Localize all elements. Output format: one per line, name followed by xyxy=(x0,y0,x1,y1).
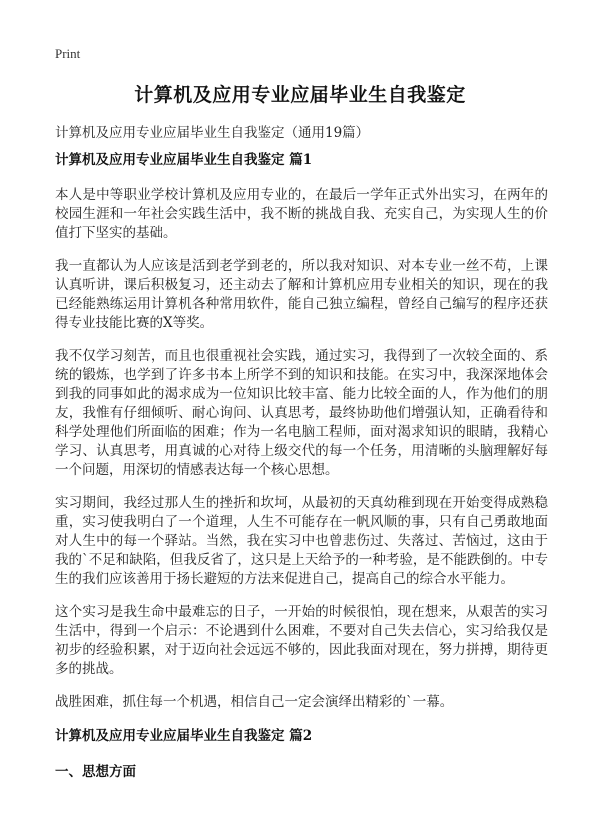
document-subtitle: 计算机及应用专业应届毕业生自我鉴定（通用19篇） xyxy=(55,125,370,141)
document-body xyxy=(55,150,548,782)
page-title: 计算机及应用专业应届毕业生自我鉴定 xyxy=(134,84,466,106)
section-heading-2: 计算机及应用专业应届毕业生自我鉴定 篇2 xyxy=(55,728,313,744)
paragraph: 我不仅学习刻苦，而且也很重视社会实践，通过实习，我得到了一次较全面的、系统的锻炼，也学到了许多书本上所学不到的知识和技能。在实习中，我深深地体会到我的同事如此的渴求成为一位知识比较丰富、能力比较全面的人，作为他们的朋友，我惟有仔细倾听、耐心询问、认真思考，最终协助他们增强认知，正确看待和科学处理他们所面临的困难；作为一名电脑工程师，面对渴求知识的眼睛，我精心学习、认真思考，用真诚的心对待上级交代的每一个任务，用清晰的头脑理解好每一个问题，用深切的情感表达每一个核心思想。 xyxy=(55,348,548,478)
paragraph: 战胜困难，抓住每一个机遇，相信自己一定会演绎出精彩的`一幕。 xyxy=(55,694,454,710)
section-heading-1: 计算机及应用专业应届毕业生自我鉴定 篇1 xyxy=(55,152,313,168)
paragraph: 实习期间，我经过那人生的挫折和坎坷，从最初的天真幼稚到现在开始变得成熟稳重，实习使我明白了一个道理，人生不可能存在一帆风顺的事，只有自己勇敢地面对人生中的每一个驿站。当然，我在实习中也曾悲伤过、失落过、苦恼过，这由于我的`不足和缺陷，但我反省了，这只是上天给予的一种考验，是不能跌倒的。中专生的我们应该善用于扬长避短的方法来促进自己，提高自己的综合水平能力。 xyxy=(55,495,548,587)
paragraph: 本人是中等职业学校计算机及应用专业的，在最后一学年正式外出实习，在两年的校园生涯和一年社会实践生活中，我不断的挑战自我、充实自己，为实现人生的价值打下坚实的基础。 xyxy=(55,187,548,241)
paragraph: 我一直都认为人应该是活到老学到老的，所以我对知识、对本专业一丝不苟，上课认真听讲，课后积极复习，还主动去了解和计算机应用专业相关的知识，现在的我已经能熟练运用计算机各种常用软件，能自己独立编程，曾经自己编写的程序还获得专业技能比赛的X等奖。 xyxy=(55,258,548,331)
print-link[interactable]: Print xyxy=(55,46,81,61)
sub-heading: 一、思想方面 xyxy=(55,764,136,780)
paragraph: 这个实习是我生命中最难忘的日子，一开始的时候很怕，现在想来，从艰苦的实习生活中，得到一个启示：不论遇到什么困难，不要对自己失去信心，实习给我仅是初步的经验积累，对于迈向社会远远不够的，因此我面对现在，努力拼搏，期待更多的挑战。 xyxy=(55,604,548,677)
